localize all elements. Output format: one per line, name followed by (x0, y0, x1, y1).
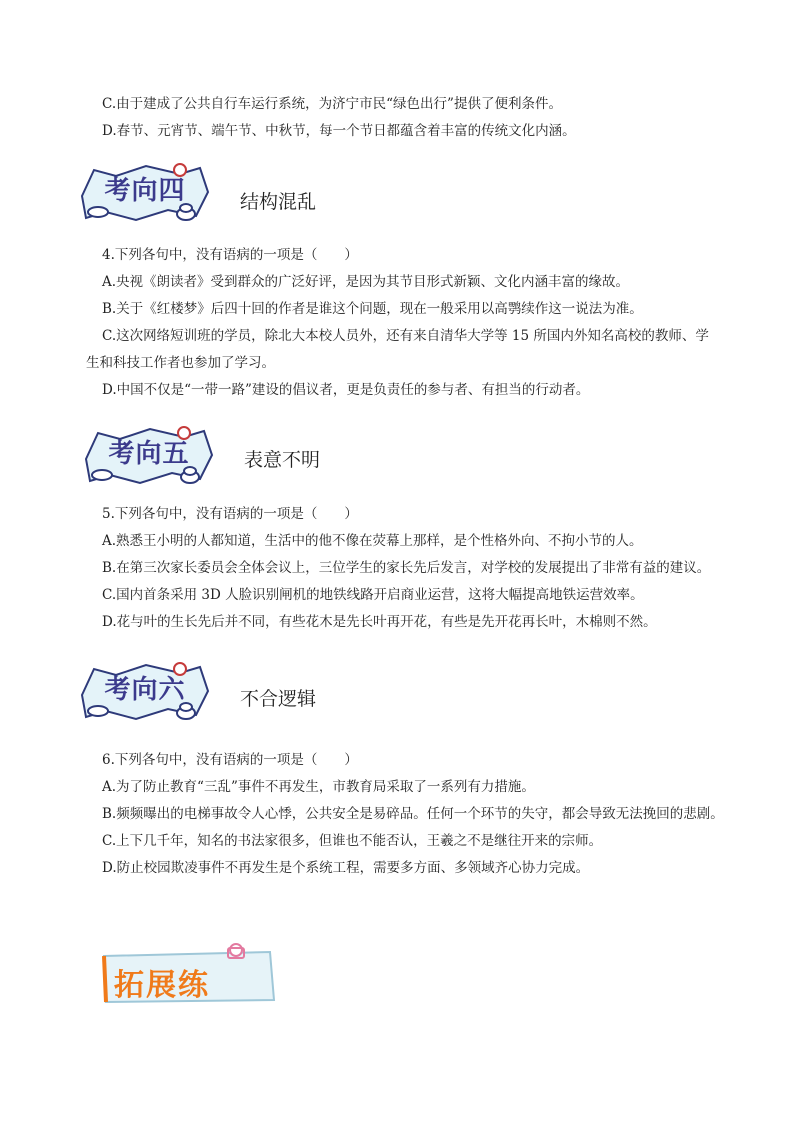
question-5: 5.下列各句中，没有语病的一项是（ ） (102, 506, 358, 522)
section-badge-label: 考向四 (104, 176, 186, 206)
option-5b: B.在第三次家长委员会全体会议上，三位学生的家长先后发言，对学校的发展提出了非常有益的建议。 (102, 560, 711, 576)
section-badge-label: 考向五 (108, 439, 190, 469)
section-badge (80, 423, 220, 489)
section-badge (76, 659, 216, 725)
option-6b: B.频频曝出的电梯事故令人心悸，公共安全是易碎品。任何一个环节的失守，都会导致无法挽回的悲剧。 (102, 806, 724, 822)
question-4: 4.下列各句中，没有语病的一项是（ ） (102, 247, 358, 263)
section-title: 不合逻辑 (240, 688, 317, 710)
option-6d: D.防止校园欺凌事件不再发生是个系统工程，需要多方面、多领域齐心协力完成。 (102, 860, 590, 876)
option-6c: C.上下几千年，知名的书法家很多，但谁也不能否认，王羲之不是继往开来的宗师。 (102, 833, 603, 849)
option-4c: C.这次网络短训班的学员，除北大本校人员外，还有来自清华大学等 15 所国内外知名高校的教师、学 (102, 328, 709, 344)
question-6: 6.下列各句中，没有语病的一项是（ ） (102, 752, 358, 768)
section-title: 结构混乱 (240, 191, 317, 213)
option-4b: B.关于《红楼梦》后四十回的作者是谁这个问题，现在一般采用以高鹗续作这一说法为准。 (102, 301, 643, 317)
extension-practice-label: 拓展练 (114, 968, 210, 1003)
intro-line-d: D.春节、元宵节、端午节、中秋节，每一个节日都蕴含着丰富的传统文化内涵。 (102, 123, 576, 139)
section-title: 表意不明 (244, 449, 321, 471)
option-6a: A.为了防止教育“三乱”事件不再发生，市教育局采取了一系列有力措施。 (102, 779, 535, 795)
option-4d: D.中国不仅是“一带一路”建设的倡议者，更是负责任的参与者、有担当的行动者。 (102, 382, 590, 398)
option-5d: D.花与叶的生长先后并不同，有些花木是先长叶再开花，有些是先开花再长叶，木棉则不然。 (102, 614, 657, 630)
option-5c: C.国内首条采用 3D 人脸识别闸机的地铁线路开启商业运营，这将大幅提高地铁运营效率。 (102, 587, 644, 603)
option-5a: A.熟悉王小明的人都知道，生活中的他不像在荧幕上那样，是个性格外向、不拘小节的人。 (102, 533, 643, 549)
section-badge-label: 考向六 (104, 675, 186, 705)
intro-line-c: C.由于建成了公共自行车运行系统，为济宁市民“绿色出行”提供了便利条件。 (102, 96, 562, 112)
option-4c-cont: 生和科技工作者也参加了学习。 (86, 355, 275, 371)
extension-practice-banner (100, 942, 280, 1008)
section-badge (76, 160, 216, 226)
option-4a: A.央视《朗读者》受到群众的广泛好评，是因为其节目形式新颖、文化内涵丰富的缘故。 (102, 274, 630, 290)
